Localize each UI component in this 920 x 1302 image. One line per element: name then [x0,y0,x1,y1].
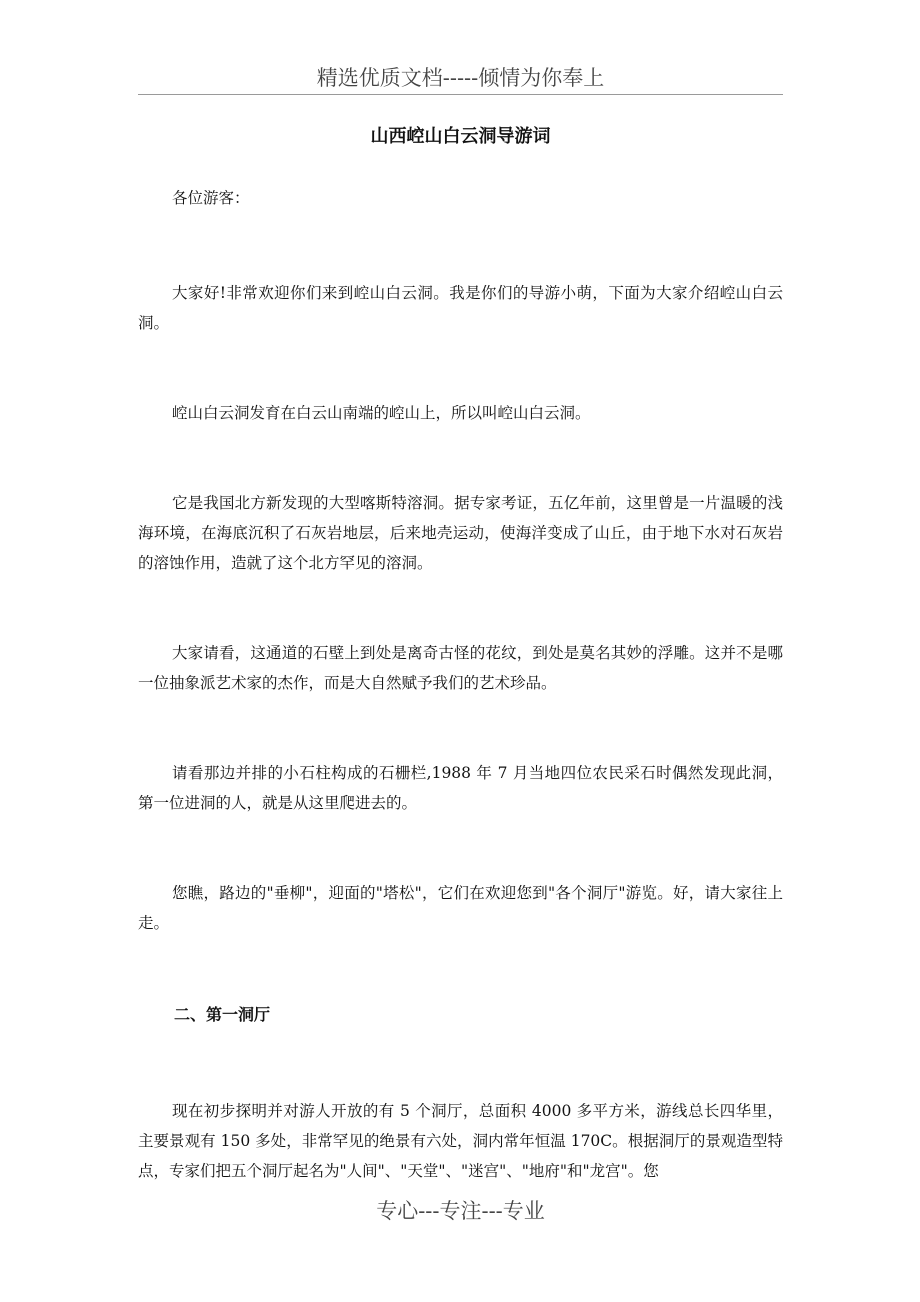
cave-halls-paragraph: 现在初步探明并对游人开放的有 5 个洞厅，总面积 4000 多平方米，游线总长四华里，主要景观有 150 多处，非常罕见的绝景有六处，洞内常年恒温 170C。根据洞厅的景观造型特点，专家们把五个洞厅起名为"人间"、"天堂"、"迷宫"、"地府"和"龙宫"。您 [138,1102,783,1180]
document-title: 山西崆山白云洞导游词 [370,126,551,147]
welcome-trees-paragraph: 您瞧，路边的"垂柳"，迎面的"塔松"，它们在欢迎您到"各个洞厅"游览。好，请大家往上走。 [138,884,783,932]
section-heading: 二、第一洞厅 [174,1005,271,1024]
header-divider [138,94,783,95]
welcome-paragraph: 大家好!非常欢迎你们来到崆山白云洞。我是你们的导游小萌，下面为大家介绍崆山白云洞。 [138,284,783,332]
discovery-paragraph: 请看那边并排的小石柱构成的石栅栏,1988 年 7 月当地四位农民采石时偶然发现此洞，第一位进洞的人，就是从这里爬进去的。 [138,764,783,812]
carvings-paragraph: 大家请看，这通道的石壁上到处是离奇古怪的花纹，到处是莫名其妙的浮雕。这并不是哪一位抽象派艺术家的杰作，而是大自然赋予我们的艺术珍品。 [138,644,783,692]
greeting-paragraph: 各位游客： [172,189,250,207]
page-header: 精选优质文档-----倾情为你奉上 [316,66,605,90]
location-paragraph: 崆山白云洞发育在白云山南端的崆山上，所以叫崆山白云洞。 [172,404,591,422]
page-footer: 专心---专注---专业 [376,1199,545,1223]
origin-paragraph: 它是我国北方新发现的大型喀斯特溶洞。据专家考证，五亿年前，这里曾是一片温暖的浅海环境，在海底沉积了石灰岩地层，后来地壳运动，使海洋变成了山丘，由于地下水对石灰岩的溶蚀作用，造就了这个北方罕见的溶洞。 [138,494,783,572]
